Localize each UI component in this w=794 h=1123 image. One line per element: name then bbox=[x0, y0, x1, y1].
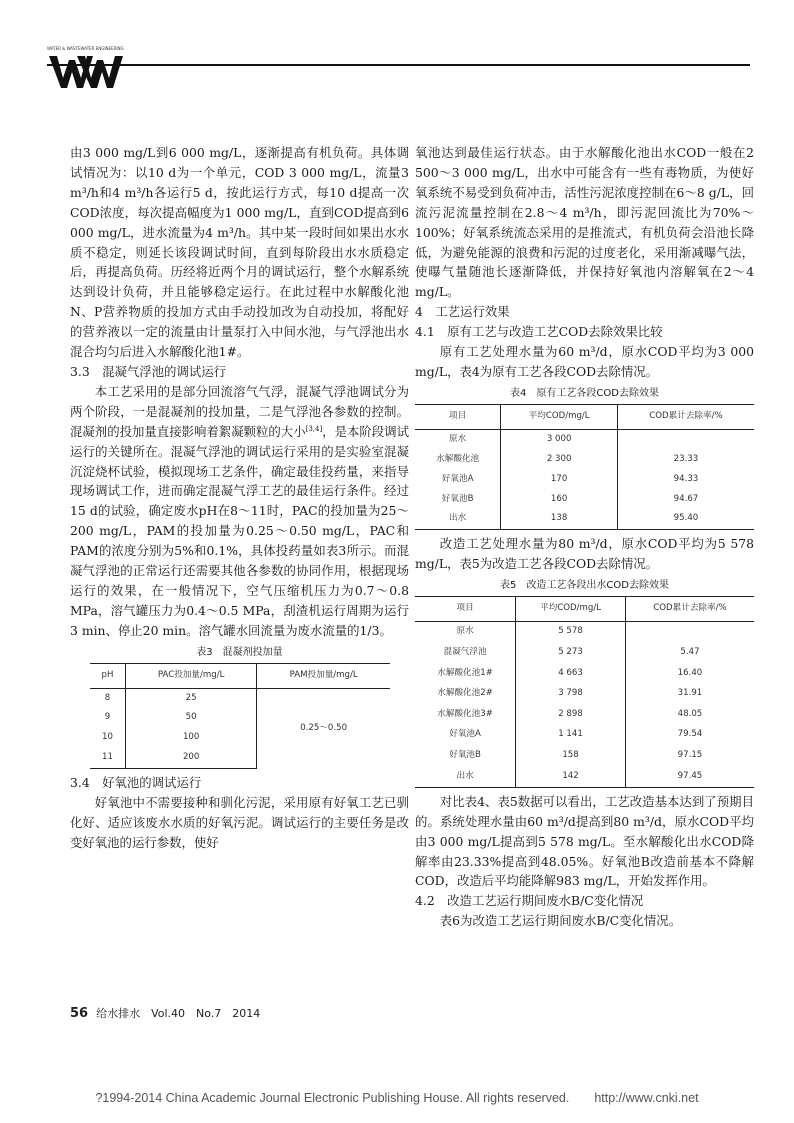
table-row bbox=[415, 746, 754, 767]
table-cell: 好氧池A bbox=[449, 729, 481, 740]
section-heading-4-1: 4.1 原有工艺与改造工艺COD去除效果比较 bbox=[415, 324, 663, 340]
table-cell: 94.33 bbox=[617, 470, 754, 490]
table-cell: 出水 bbox=[415, 766, 516, 787]
left-column bbox=[70, 143, 409, 853]
table-row bbox=[415, 704, 754, 725]
paragraph bbox=[70, 382, 409, 641]
table-cell: 原水 bbox=[456, 626, 474, 637]
table-cell: 3 000 bbox=[501, 429, 618, 449]
table-header: 项目 bbox=[415, 597, 516, 622]
table-header: PAM投加量/mg/L bbox=[257, 663, 390, 688]
table-cell bbox=[617, 429, 754, 449]
paragraph: 氧池达到最佳运行状态。由于水解酸化池出水COD一般在2 500～3 000 mg/L，出水中可能含有一些有毒物质，为使好氧系统不易受到负荷冲击，活性污泥浓度控制在6～8 g/L，回流污泥流量控制在2.8～4 m³/h，即污泥回流比为70%～100%；好氧系统流态采用的是推流式，有机负荷会沿池长降低，为避免能源的浪费和污泥的过度老化，采用渐减曝气法，使曝气量随池长逐渐降低，并保持好氧池内溶解氧在2～4 mg/L。 bbox=[415, 145, 754, 300]
table-cell: 10 bbox=[102, 732, 113, 743]
table-row bbox=[415, 450, 754, 470]
table-header: COD累计去除率/% bbox=[625, 597, 754, 622]
section-heading-3-4: 3.4 好氧池的调试运行 bbox=[70, 775, 202, 791]
table-cell: 158 bbox=[516, 746, 626, 767]
paragraph-text: ，是本阶段调试运行的关键所在。混凝气浮池的调试运行采用的是实验室混凝沉淀烧杯试验，模拟现场工艺条件，确定最佳投药量，来指导现场调试工作，进而确定混凝气浮工艺的最佳运行条件。经过15 d的试验，确定废水pH在8～11时，PAC的投加量为25～200 mg/L，PAM的投加量为0.25～0.50 mg/L，PAC和PAM的浓度分别为5%和0.1%，具体投药量如表3所示。而混凝气浮池的正常运行还需要其他各参数的协同作用，根据现场运行的效果，在一般情况下，空气压缩机压力为0.7～0.8 MPa，溶气罐压力为0.4～0.5 MPa，刮渣机运行周期为运行3 min、停止20 min。溶气罐水回流量为废水流量的1/3。 bbox=[70, 423, 410, 638]
paragraph-text: 本工艺采用的是部分回流溶气气浮，混凝气浮池调试分为两个阶段，一是混凝剂的投加量，二是气浮池各参数的控制。混凝剂的投加量直接影响着絮凝颗粒的大小 bbox=[70, 383, 409, 439]
table-cell: 31.91 bbox=[625, 684, 754, 705]
table-cell: 79.54 bbox=[625, 725, 754, 746]
section-heading-3-3: 3.3 混凝气浮池的调试运行 bbox=[70, 363, 227, 379]
table-cell: 8 bbox=[104, 692, 111, 703]
journal-info: 给水排水 Vol.40 No.7 2014 bbox=[96, 1007, 261, 1020]
paragraph: 改造工艺处理水量为80 m³/d，原水COD平均为5 578 mg/L，表5为改造工艺各段COD去除情况。 bbox=[415, 536, 754, 572]
table-cell: 原水 bbox=[449, 433, 467, 444]
header-rule bbox=[47, 64, 750, 66]
table-row bbox=[415, 766, 754, 787]
table-cell: 2 898 bbox=[516, 704, 626, 725]
logo-text: WATER & WASTEWATER ENGINEERING bbox=[47, 46, 124, 51]
table-cell: 9 bbox=[104, 712, 111, 723]
table-4 bbox=[415, 404, 754, 530]
table-cell: 200 bbox=[125, 748, 256, 768]
paragraph: 好氧池中不需要接种和驯化污泥，采用原有好氧工艺已驯化好、适应该废水水质的好氧污泥。调试运行的主要任务是改变好氧池的运行参数，使好 bbox=[70, 795, 409, 850]
table-cell: 水解酸化池1# bbox=[437, 667, 493, 678]
table-cell: 94.67 bbox=[617, 490, 754, 510]
table-cell: 水解酸化池2# bbox=[437, 688, 493, 699]
table-header: COD累计去除率/% bbox=[617, 404, 754, 429]
citation-ref: [3,4] bbox=[305, 424, 323, 433]
page-number: 56 bbox=[70, 1006, 89, 1021]
table-cell: 25 bbox=[125, 688, 256, 708]
table-row bbox=[415, 663, 754, 684]
table-row bbox=[415, 643, 754, 664]
section-heading-4-2: 4.2 改造工艺运行期间废水B/C变化情况 bbox=[415, 893, 644, 909]
table-cell: 5.47 bbox=[625, 643, 754, 664]
table-cell: 160 bbox=[501, 490, 618, 510]
table-row bbox=[415, 509, 754, 529]
table-header: 项目 bbox=[415, 404, 501, 429]
right-column bbox=[415, 143, 754, 931]
table-cell bbox=[625, 622, 754, 643]
paragraph: 由3 000 mg/L到6 000 mg/L，逐渐提高有机负荷。具体调试情况为：以10 d为一个单元，COD 3 000 mg/L，流量3 m³/h和4 m³/h各运行5 d，按此运行方式，每10 d提高一次COD浓度，每次提高幅度为1 000 mg/L，直到COD提高到6 000 mg/L，进水流量为4 m³/h。其中某一段时间如果出水水质不稳定，则延长该段调试时间，直到每阶段出水水质稳定后，再提高负荷。历经将近两个月的调试运行，整个水解系统达到设计负荷，并且能够稳定运行。在此过程中水解酸化池N、P营养物质的投加方式由手动投加改为自动投加，将配好的营养液以一定的流量由计量泵打入中间水池，与气浮池出水混合均匀后进入水解酸化池1#。 bbox=[70, 145, 409, 360]
table-cell: 好氧池B bbox=[441, 493, 474, 504]
paragraph: 对比表4、表5数据可以看出，工艺改造基本达到了预期目的。系统处理水量由60 m³/d提高到80 m³/d，原水COD平均由3 000 mg/L提高到5 578 mg/L。至水解酸化出水COD降解率由23.33%提高到48.05%。好氧池B改造前基本不降解COD，改造后平均能降解983 mg/L，开始发挥作用。 bbox=[415, 793, 754, 889]
table-cell: 100 bbox=[125, 728, 256, 748]
table-cell: 好氧池A bbox=[441, 473, 474, 484]
table-cell: 4 663 bbox=[516, 663, 626, 684]
table-4-title: 表4 原有工艺各段COD去除效果 bbox=[510, 387, 659, 399]
table-header: 平均COD/mg/L bbox=[516, 597, 626, 622]
table-row bbox=[415, 470, 754, 490]
table-cell: 23.33 bbox=[617, 450, 754, 470]
table-cell: 142 bbox=[516, 766, 626, 787]
table-cell: 5 273 bbox=[516, 643, 626, 664]
table-cell: 11 bbox=[90, 748, 125, 768]
table-cell: 16.40 bbox=[625, 663, 754, 684]
table-row bbox=[415, 684, 754, 705]
table-row bbox=[415, 725, 754, 746]
table-cell: 97.45 bbox=[625, 766, 754, 787]
table-cell: 混凝气浮池 bbox=[443, 646, 487, 657]
table-cell: 97.15 bbox=[625, 746, 754, 767]
paragraph: 原有工艺处理水量为60 m³/d，原水COD平均为3 000 mg/L，表4为原有工艺各段COD去除情况。 bbox=[415, 344, 754, 379]
table-cell: 水解酸化池 bbox=[436, 453, 480, 464]
table-cell: 95.40 bbox=[617, 509, 754, 529]
table-cell: 48.05 bbox=[625, 704, 754, 725]
table-row bbox=[415, 490, 754, 510]
table-cell: 0.25～0.50 bbox=[257, 688, 390, 769]
table-cell: 出水 bbox=[415, 509, 501, 529]
table-3 bbox=[90, 663, 390, 770]
section-heading-4: 4 工艺运行效果 bbox=[415, 304, 510, 320]
table-header: pH bbox=[90, 663, 125, 688]
table-cell: 好氧池B bbox=[449, 749, 481, 760]
table-row bbox=[415, 429, 754, 449]
table-row bbox=[415, 622, 754, 643]
page-footer bbox=[70, 1005, 260, 1021]
table-cell: 138 bbox=[501, 509, 618, 529]
table-cell: 50 bbox=[125, 708, 256, 728]
paragraph: 表6为改造工艺运行期间废水B/C变化情况。 bbox=[439, 913, 682, 929]
table-5-title: 表5 改造工艺各段出水COD去除效果 bbox=[500, 580, 669, 592]
journal-logo bbox=[47, 48, 127, 90]
table-cell: 2 300 bbox=[501, 450, 618, 470]
copyright-notice: ?1994-2014 China Academic Journal Electronic Publishing House. All rights reserved. http://www.cnki.net bbox=[95, 1091, 699, 1105]
table-header: 平均COD/mg/L bbox=[501, 404, 618, 429]
table-cell: 170 bbox=[501, 470, 618, 490]
table-cell: 3 798 bbox=[516, 684, 626, 705]
table-cell: 水解酸化池3# bbox=[437, 708, 493, 719]
table-cell: 5 578 bbox=[516, 622, 626, 643]
table-cell: 1 141 bbox=[516, 725, 626, 746]
table-3-title: 表3 混凝剂投加量 bbox=[196, 646, 283, 658]
table-5 bbox=[415, 596, 754, 788]
table-header: PAC投加量/mg/L bbox=[125, 663, 256, 688]
table-row bbox=[90, 688, 390, 708]
